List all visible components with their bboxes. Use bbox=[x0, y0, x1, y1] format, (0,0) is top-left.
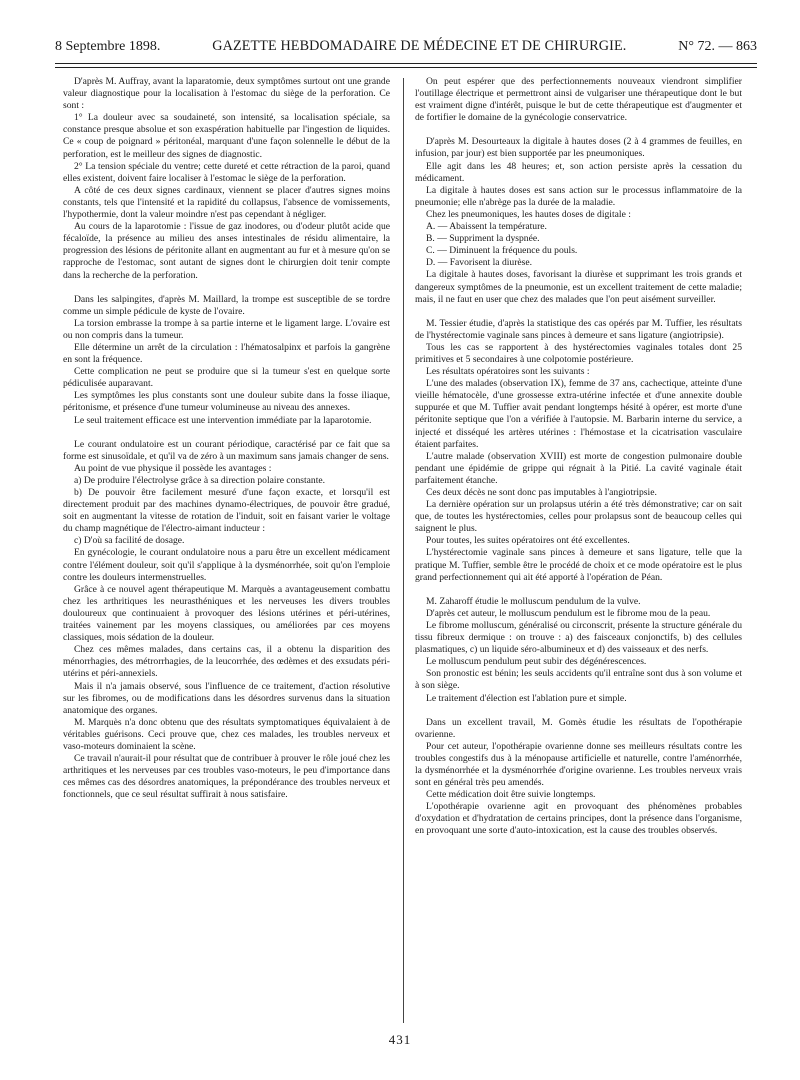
paragraph: D'après cet auteur, le molluscum pendulum est le fibrome mou de la peau. bbox=[426, 607, 711, 619]
paragraph: Les résultats opératoires sont les suivants : bbox=[426, 366, 590, 378]
paragraph: Chez ces mêmes malades, dans certains cas, il a obtenu la disparition des ménorrhagies, des métrorrhagies, de la leucorrhée, des œdèmes et des exsudats péri-utérins et péri-annexiels. bbox=[63, 644, 390, 680]
paragraph: L'une des malades (observation IX), femme de 37 ans, cachectique, atteinte d'une vieille hématocèle, d'une grossesse extra-utérine infectée et d'une annexite double suppurée et que M. Tuffier avait pendant longtemps hésité à opérer, est morte d'une péritonite septique que l'on a vérifiée à l'autopsie. M. Barbarin interne du service, a injecté et disséqué les artères utérines : l'hémostase et la cicatrisation vasculaire étaient parfaites. bbox=[415, 378, 742, 450]
column-divider bbox=[403, 78, 404, 1023]
paragraph: Cette complication ne peut se produire que si la tumeur s'est en quelque sorte pédiculisée auparavant. bbox=[63, 366, 390, 390]
paragraph: La torsion embrasse la trompe à sa partie interne et le ligament large. L'ovaire est ou non compris dans la tumeur. bbox=[63, 317, 390, 341]
running-header bbox=[55, 38, 757, 60]
paragraph: Elle agit dans les 48 heures; et, son action persiste après la cessation du médicament. bbox=[415, 160, 742, 184]
right-column bbox=[415, 76, 742, 1031]
paragraph: 2° La tension spéciale du ventre; cette dureté et cette rétraction de la paroi, quand elles existent, doivent faire localiser à l'estomac le siège de la perforation. bbox=[63, 160, 390, 184]
paragraph: A côté de ces deux signes cardinaux, viennent se placer d'autres signes moins constants, tels que l'intensité et la rapidité du collapsus, l'absence de vomissements, l'hypothermie, dont la valeur moindre n'est pas cependant à négliger. bbox=[63, 184, 390, 221]
paragraph: C. — Diminuent la fréquence du pouls. bbox=[426, 245, 578, 257]
paragraph: M. Zaharoff étudie le molluscum pendulum de la vulve. bbox=[426, 595, 641, 607]
left-column bbox=[63, 76, 390, 1031]
paragraph: Les symptômes les plus constants sont une douleur subite dans la fosse iliaque, péritonisme, et présence d'une tumeur volumineuse au niveau des annexes. bbox=[63, 390, 390, 414]
paragraph: 1° La douleur avec sa soudaineté, son intensité, sa localisation spéciale, sa constance presque absolue et son exaspération habituelle par l'ingestion de liquides. Ce « coup de poignard » péritonéal, marquant d'une façon solennelle le début de la perforation, est le meilleur des signes de diagnostic. bbox=[63, 112, 390, 160]
paragraph: Dans un excellent travail, M. Gomès étudie les résultats de l'opothérapie ovarienne. bbox=[415, 716, 742, 740]
header-rule-thin bbox=[55, 67, 757, 68]
paragraph: En gynécologie, le courant ondulatoire nous a paru être un excellent médicament contre l'élément douleur, soit qu'il s'applique à la dysménorrhée, soit qu'on l'emploie contre les douleurs intermenstruelles. bbox=[63, 547, 390, 583]
paragraph: Ces deux décès ne sont donc pas imputables à l'angiotripsie. bbox=[426, 487, 657, 498]
paragraph: L'autre malade (observation XVIII) est morte de congestion pulmonaire double pendant une épidémie de grippe qui régnait à la Pitié. La cavité vaginale était parfaitement étanche. bbox=[415, 450, 742, 486]
paragraph: D'après M. Auffray, avant la laparatomie, deux symptômes surtout ont une grande valeur diagnostique pour la localisation à l'estomac du siège de la perforation. Ce sont : bbox=[63, 76, 390, 112]
paragraph: La digitale à hautes doses est sans action sur le processus inflammatoire de la pneumonie; elle n'abrège pas la durée de la maladie. bbox=[415, 184, 742, 208]
paragraph: Au cours de la laparotomie : l'issue de gaz inodores, ou d'odeur plutôt acide que fécaloïde, la présence au milieu des anses intestinales de résidu alimentaire, la progression des lésions de péritonite allant en augmentant au fur et à mesure qu'on se rapproche de l'estomac, sont autant de signes dont le chirurgien doit tenir compte dans la recherche de la perforation. bbox=[63, 221, 390, 281]
paragraph: Dans les salpingites, d'après M. Maillard, la trompe est susceptible de se tordre comme un simple pédicule de kyste de l'ovaire. bbox=[63, 293, 390, 317]
paragraph: Le fibrome molluscum, généralisé ou circonscrit, présente la structure générale du tissu fibreux dermique : on trouve : a) des faisceaux conjonctifs, b) des cellules plasmatiques, c) un liquide séro-albumineux et d) des vaisseaux et des nerfs. bbox=[415, 619, 742, 656]
paragraph: Le courant ondulatoire est un courant périodique, caractérisé par ce fait que sa forme est sinusoïdale, et qu'il va de zéro à un maximum sans jamais changer de sens. bbox=[63, 438, 390, 462]
paragraph: La dernière opération sur un prolapsus utérin a été très démonstrative; car on sait que, de toutes les hystérectomies, celles pour prolapsus sont de beaucoup celles qui saignent le plus. bbox=[415, 499, 742, 535]
paragraph: Grâce à ce nouvel agent thérapeutique M. Marquès a avantageusement combattu chez les arthritiques les neurasthéniques et les nerveuses les divers troubles douloureux que continuaient à provoquer des lésions utérines et péri-utérines, traitées vainement par les moyens classiques, ou améliorées par ces moyens classiques, mois sédation de la douleur. bbox=[63, 583, 390, 644]
paragraph: L'opothérapie ovarienne agit en provoquant des phénomènes probables d'oxydation et d'hydratation de certains principes, dont la présence dans l'organisme, en provoquant une sorte d'auto-intoxication, est la cause des troubles observés. bbox=[415, 801, 742, 837]
paragraph: L'hystérectomie vaginale sans pinces à demeure et sans ligature, telle que la pratique M. Tuffier, semble être le procédé de choix et ce mode opératoire est le plus grand perfectionnement qui ait été apporté à l'opération de Péan. bbox=[415, 547, 742, 583]
paragraph: Tous les cas se rapportent à des hystérectomies vaginales totales dont 25 primitives et 5 secondaires à une colpotomie postérieure. bbox=[415, 341, 742, 365]
header-rule-thick bbox=[55, 63, 757, 64]
paragraph: Pour cet auteur, l'opothérapie ovarienne donne ses meilleurs résultats contre les troubles congestifs dus à la ménopause artificielle et naturelle, contre l'aménorrhée, la dysménorrhée et la dysménorrhée d'origine ovarienne. Les troubles nerveux vrais sont en général très peu amendés. bbox=[415, 740, 742, 789]
paragraph: B. — Suppriment la dyspnée. bbox=[426, 233, 540, 245]
issue-number-and-page: N° 72. — 863 bbox=[678, 39, 757, 54]
paragraph: b) De pouvoir être facilement mesuré d'une façon exacte, et lorsqu'il est directement produit par des machines dynamo-électriques, de pouvoir être gradué, soit en augmentant la vitesse de rotation de l'induit, soit en faisant varier le voltage du champ magnétique de l'électro-aimant inducteur : bbox=[63, 487, 390, 535]
paragraph: D'après M. Desourteaux la digitale à hautes doses (2 à 4 grammes de feuilles, en infusion, par jour) est bien supportée par les pneumoniques. bbox=[415, 136, 742, 160]
paragraph: Cette médication doit être suivie longtemps. bbox=[426, 789, 596, 801]
paragraph: a) De produire l'électrolyse grâce à sa direction polaire constante. bbox=[74, 474, 326, 486]
paragraph: M. Tessier étudie, d'après la statistique des cas opérés par M. Tuffier, les résultats de l'hystérectomie vaginale sans pinces à demeure et sans ligature (angiotripsie). bbox=[415, 317, 742, 341]
paragraph: Le traitement d'élection est l'ablation pure et simple. bbox=[426, 692, 627, 704]
paragraph: Son pronostic est bénin; les seuls accidents qu'il entraîne sont dus à son volume et à son siège. bbox=[415, 668, 742, 692]
paragraph: A. — Abaissent la température. bbox=[426, 221, 547, 233]
paragraph: Le molluscum pendulum peut subir des dégénérescences. bbox=[426, 656, 647, 668]
paragraph: Chez les pneumoniques, les hautes doses de digitale : bbox=[426, 208, 631, 220]
paragraph: La digitale à hautes doses, favorisant la diurèse et supprimant les trois grands et dangereux symptômes de la pneumonie, est un excellent traitement de cette maladie; mais, il ne faut en user que chez des malades que l'on peut aisément surveiller. bbox=[415, 269, 742, 305]
paragraph: M. Marquès n'a donc obtenu que des résultats symptomatiques équivalaient à de véritables guérisons. Ceci prouve que, chez ces malades, les troubles nerveux et vaso-moteurs dominaient la scène. bbox=[63, 716, 390, 752]
paragraph: Ce travail n'aurait-il pour résultat que de contribuer à prouver le rôle joué chez les arthritiques et les nerveuses par ces troubles vaso-moteurs, le peu d'importance dans ces mêmes cas des désordres anatomiques, la prépondérance des troubles nerveux et fonctionnels, que ce seul résultat suffirait à nous satisfaire. bbox=[63, 753, 390, 801]
paragraph: Elle détermine un arrêt de la circulation : l'hématosalpinx et parfois la gangrène en sont la fréquence. bbox=[63, 341, 390, 366]
paragraph: Pour toutes, les suites opératoires ont été excellentes. bbox=[426, 535, 630, 547]
paragraph: Mais il n'a jamais observé, sous l'influence de ce traitement, d'action résolutive sur les fibromes, ou de modifications dans les désordres survenus dans la situation anatomique des organes. bbox=[63, 680, 390, 716]
paragraph: c) D'où sa facilité de dosage. bbox=[74, 535, 185, 547]
paragraph: Le seul traitement efficace est une intervention immédiate par la laparotomie. bbox=[74, 414, 372, 426]
issue-date: 8 Septembre 1898. bbox=[55, 39, 161, 54]
paragraph: D. — Favorisent la diurèse. bbox=[426, 257, 533, 269]
page-number: 431 bbox=[388, 1032, 412, 1047]
journal-title: GAZETTE HEBDOMADAIRE DE MÉDECINE ET DE CHIRURGIE. bbox=[212, 38, 627, 54]
paragraph: Au point de vue physique il possède les avantages : bbox=[74, 462, 272, 474]
paragraph: On peut espérer que des perfectionnements nouveaux viendront simplifier l'outillage électrique et permettront ainsi de vulgariser une thérapeutique dont le but est vraiment digne d'intérêt, puisque le but de cette thérapeutique est d'augmenter et de fortifier le domaine de la gynécologie conservatrice. bbox=[415, 76, 742, 124]
